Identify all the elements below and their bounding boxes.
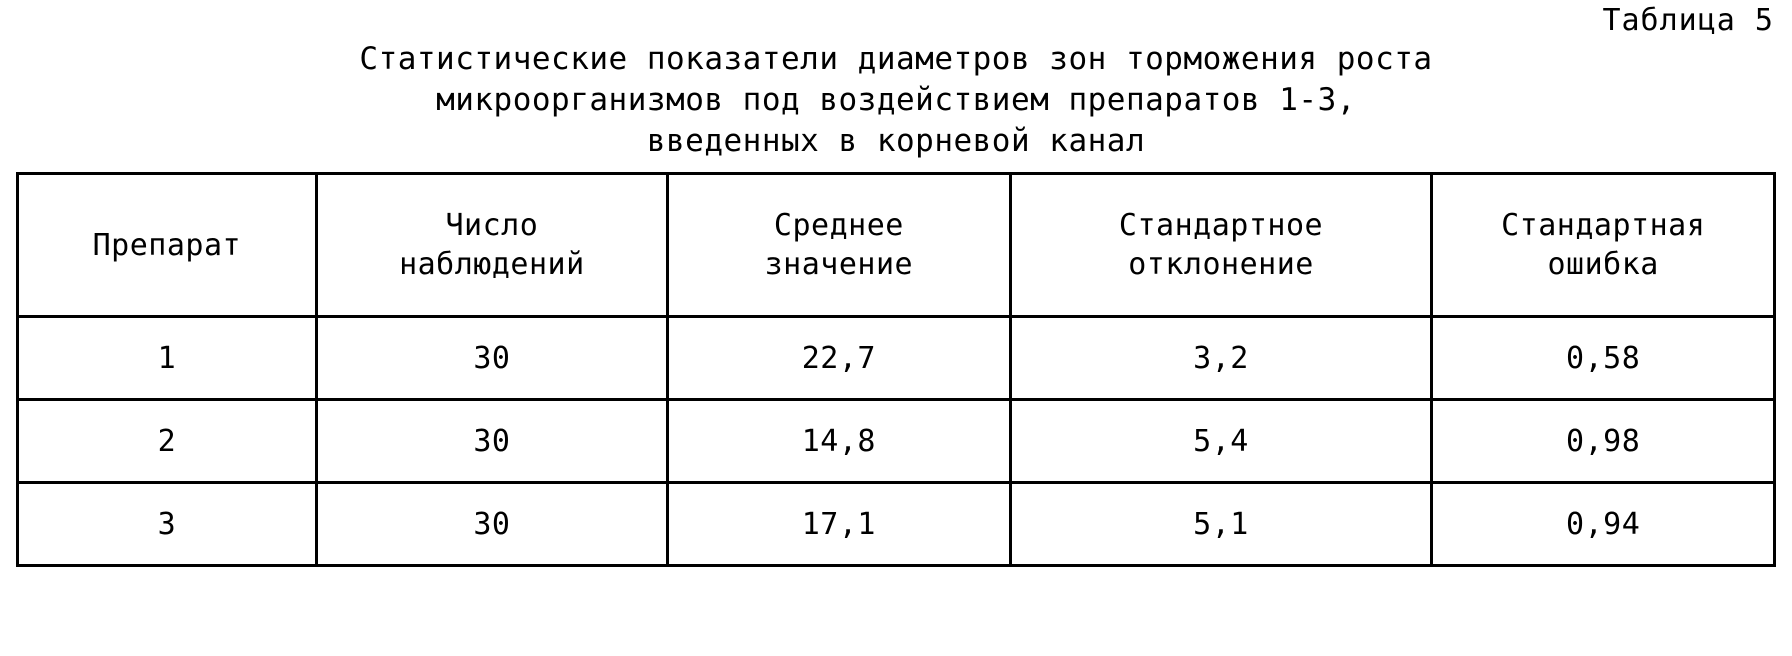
caption-line-3: введенных в корневой канал [646,122,1146,159]
cell-observations: 30 [316,483,667,566]
table-container [0,172,1792,567]
column-header-observations: Число наблюдений [316,174,667,317]
statistics-table [16,172,1776,567]
cell-std-deviation: 5,1 [1010,483,1432,566]
cell-observations: 30 [316,400,667,483]
cell-mean: 14,8 [668,400,1011,483]
cell-std-error: 0,94 [1432,483,1775,566]
cell-preparation: 2 [18,400,317,483]
cell-preparation: 1 [18,317,317,400]
cell-preparation: 3 [18,483,317,566]
caption-line-1: Статистические показатели диаметров зон торможения роста [359,40,1433,77]
column-header-std-deviation: Стандартное отклонение [1010,174,1432,317]
cell-std-deviation: 5,4 [1010,400,1432,483]
cell-observations: 30 [316,317,667,400]
column-header-std-error: Стандартная ошибка [1432,174,1775,317]
table-caption [0,39,1792,163]
table-number: Таблица 5 [1602,3,1774,38]
caption-line-2: микроорганизмов под воздействием препаратов 1-3, [436,81,1356,118]
table-row [18,317,1775,400]
column-header-mean: Среднее значение [668,174,1011,317]
table-row [18,483,1775,566]
table-header-row [18,174,1775,317]
cell-std-deviation: 3,2 [1010,317,1432,400]
cell-mean: 17,1 [668,483,1011,566]
document-page [0,4,1792,656]
cell-std-error: 0,98 [1432,400,1775,483]
cell-mean: 22,7 [668,317,1011,400]
table-row [18,400,1775,483]
cell-std-error: 0,58 [1432,317,1775,400]
column-header-preparation: Препарат [18,174,317,317]
